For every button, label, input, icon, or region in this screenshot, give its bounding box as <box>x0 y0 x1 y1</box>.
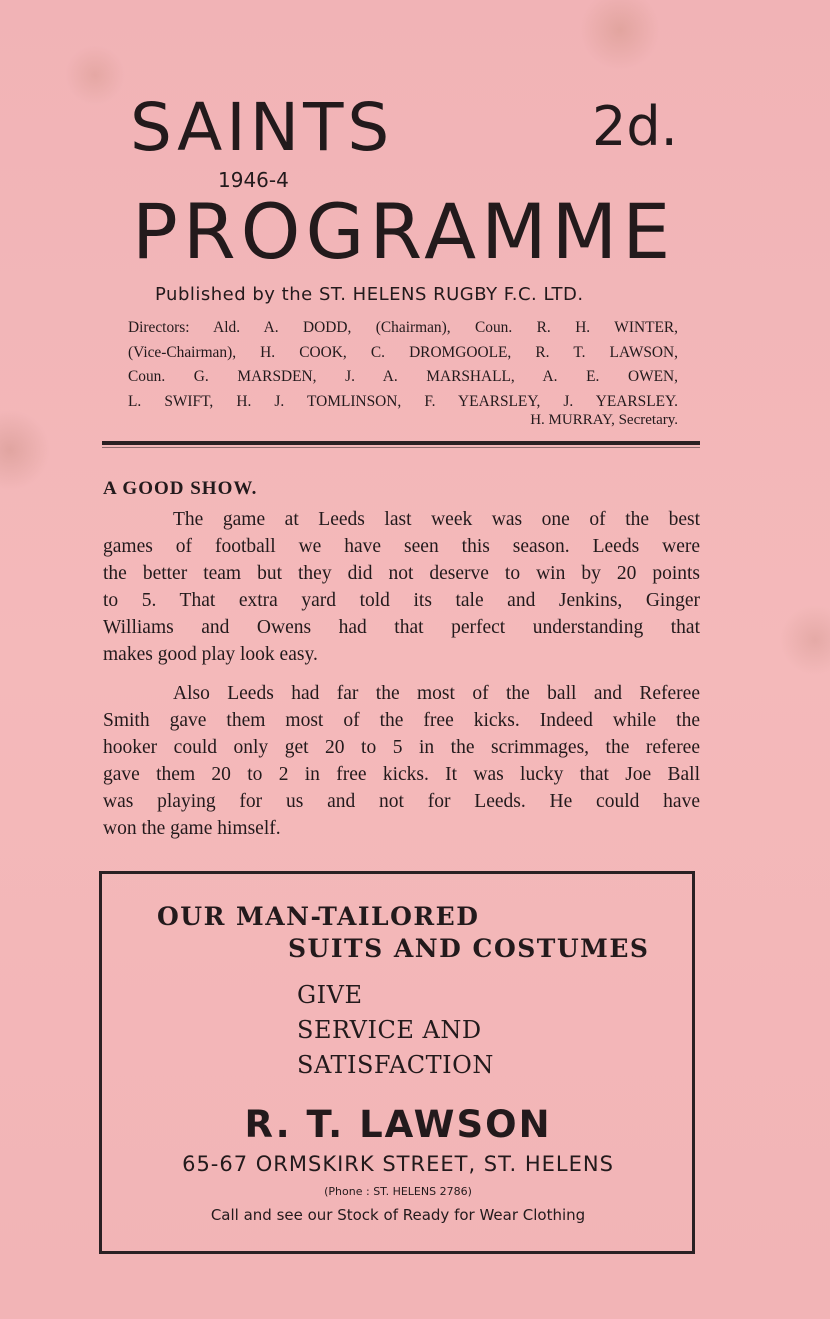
text-line: the better team but they did not deserve to win by 20 points <box>103 563 700 584</box>
header-divider <box>102 441 700 445</box>
text-line: was playing for us and not for Leeds. He could have <box>103 791 700 812</box>
price-label: 2d. <box>592 95 678 158</box>
header-divider-thin <box>102 447 700 448</box>
text-line: gave them 20 to 2 in free kicks. It was lucky that Joe Ball <box>103 764 700 785</box>
text-line: hooker could only get 20 to 5 in the scrimmages, the referee <box>103 737 700 758</box>
advert-line-2: SUITS AND COSTUMES <box>288 934 650 963</box>
masthead-programme: PROGRAMME <box>132 187 676 276</box>
article-paragraph-2 <box>103 680 700 842</box>
text-line: The game at Leeds last week was one of the best <box>173 509 700 530</box>
season-label: 1946-4 <box>218 168 289 192</box>
directors-line: Coun. G. MARSDEN, J. A. MARSHALL, A. E. OWEN, <box>128 368 678 385</box>
text-line: Smith gave them most of the free kicks. Indeed while the <box>103 710 700 731</box>
advert-satisfaction: SATISFACTION <box>297 1051 494 1079</box>
article-heading: A GOOD SHOW. <box>103 478 258 499</box>
text-line: won the game himself. <box>103 818 281 839</box>
text-line: to 5. That extra yard told its tale and Jenkins, Ginger <box>103 590 700 611</box>
directors-line: L. SWIFT, H. J. TOMLINSON, F. YEARSLEY, J. YEARSLEY. <box>128 392 678 410</box>
publisher-line: Published by the ST. HELENS RUGBY F.C. LTD. <box>155 284 584 305</box>
masthead-saints: SAINTS <box>130 89 394 166</box>
directors-list <box>128 316 678 414</box>
advert-service: SERVICE AND <box>297 1016 482 1044</box>
advert-call-to-action: Call and see our Stock of Ready for Wear Clothing <box>210 1206 586 1224</box>
advert-business-name: R. T. LAWSON <box>244 1103 552 1146</box>
text-line: games of football we have seen this season. Leeds were <box>103 536 700 557</box>
advert-phone: (Phone : ST. HELENS 2786) <box>324 1185 472 1198</box>
secretary-line: H. MURRAY, Secretary. <box>530 412 678 428</box>
text-line: Williams and Owens had that perfect understanding that <box>103 617 700 638</box>
directors-line: Directors: Ald. A. DODD, (Chairman), Coun. R. H. WINTER, <box>128 319 678 336</box>
directors-line: (Vice-Chairman), H. COOK, C. DROMGOOLE, R. T. LAWSON, <box>128 343 678 361</box>
advert-line-1: OUR MAN-TAILORED <box>157 902 480 931</box>
text-line: makes good play look easy. <box>103 644 318 665</box>
text-line: Also Leeds had far the most of the ball and Referee <box>173 683 700 704</box>
advert-give: GIVE <box>297 981 363 1009</box>
advert-address: 65-67 ORMSKIRK STREET, ST. HELENS <box>182 1152 614 1176</box>
article-paragraph-1 <box>103 506 700 668</box>
